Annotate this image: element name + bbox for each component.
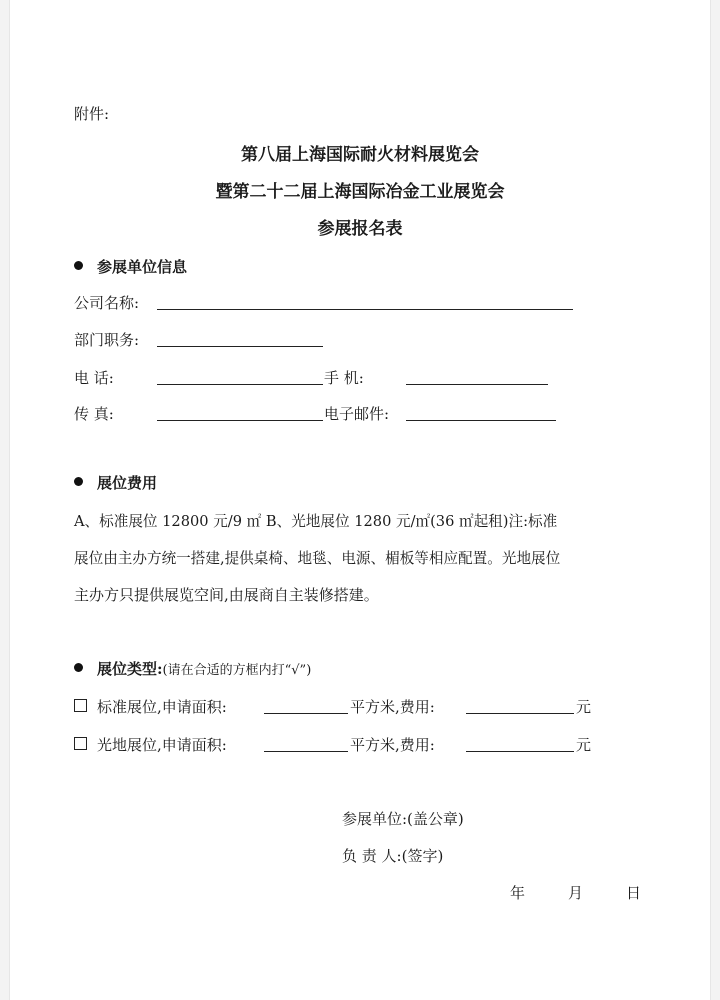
email-field[interactable] — [406, 420, 556, 421]
standard-area-field[interactable] — [264, 713, 348, 714]
attachment-label: 附件: — [74, 105, 110, 123]
document-page — [10, 0, 710, 1000]
raw-area-field[interactable] — [264, 751, 348, 752]
section-type-hint: (请在合适的方框内打“√”) — [162, 663, 312, 678]
raw-booth-label: 光地展位,申请面积: — [97, 736, 227, 754]
mobile-label: 手 机: — [324, 369, 364, 387]
title-line-2: 暨第二十二届上海国际冶金工业展览会 — [215, 182, 505, 202]
standard-booth-label: 标准展位,申请面积: — [97, 698, 227, 716]
fee-line-1: A、标准展位 12800 元/9 ㎡ B、光地展位 1280 元/㎡(36 ㎡起租)注:标准 — [74, 513, 558, 530]
standard-fee-field[interactable] — [466, 713, 574, 714]
raw-fee-field[interactable] — [466, 751, 574, 752]
fee-line-2: 展位由主办方统一搭建,提供桌椅、地毯、电源、楣板等相应配置。光地展位 — [74, 550, 561, 567]
raw-fee-unit: 元 — [576, 736, 592, 754]
standard-area-unit: 平方米,费用: — [350, 698, 435, 716]
raw-area-unit: 平方米,费用: — [350, 736, 435, 754]
bullet-icon — [74, 663, 83, 672]
signature-person-label: 负 责 人:(签字) — [342, 847, 444, 865]
standard-fee-unit: 元 — [576, 698, 592, 716]
phone-label: 电 话: — [74, 369, 114, 387]
date-year: 年 — [510, 884, 526, 902]
section-fee-heading: 展位费用 — [74, 472, 157, 493]
date-day: 日 — [626, 884, 642, 902]
fax-label: 传 真: — [74, 405, 114, 423]
phone-field[interactable] — [157, 384, 323, 385]
company-field[interactable] — [157, 309, 573, 310]
date-month: 月 — [568, 884, 584, 902]
bullet-icon — [74, 261, 83, 270]
mobile-field[interactable] — [406, 384, 548, 385]
standard-booth-row — [74, 696, 227, 717]
section-type-heading: 展位类型:(请在合适的方框内打“√”) — [74, 658, 311, 679]
dept-label: 部门职务: — [74, 331, 140, 349]
section-info-heading: 参展单位信息 — [74, 256, 187, 277]
bullet-icon — [74, 477, 83, 486]
raw-booth-checkbox[interactable] — [74, 737, 87, 750]
form-title: 参展报名表 — [317, 219, 403, 239]
email-label: 电子邮件: — [324, 405, 390, 423]
fee-line-3: 主办方只提供展览空间,由展商自主装修搭建。 — [74, 586, 379, 604]
signature-unit-label: 参展单位:(盖公章) — [342, 810, 464, 828]
fax-field[interactable] — [157, 420, 323, 421]
dept-field[interactable] — [157, 346, 323, 347]
raw-booth-row — [74, 734, 227, 755]
title-line-1: 第八届上海国际耐火材料展览会 — [241, 145, 479, 165]
standard-booth-checkbox[interactable] — [74, 699, 87, 712]
company-label: 公司名称: — [74, 294, 140, 312]
